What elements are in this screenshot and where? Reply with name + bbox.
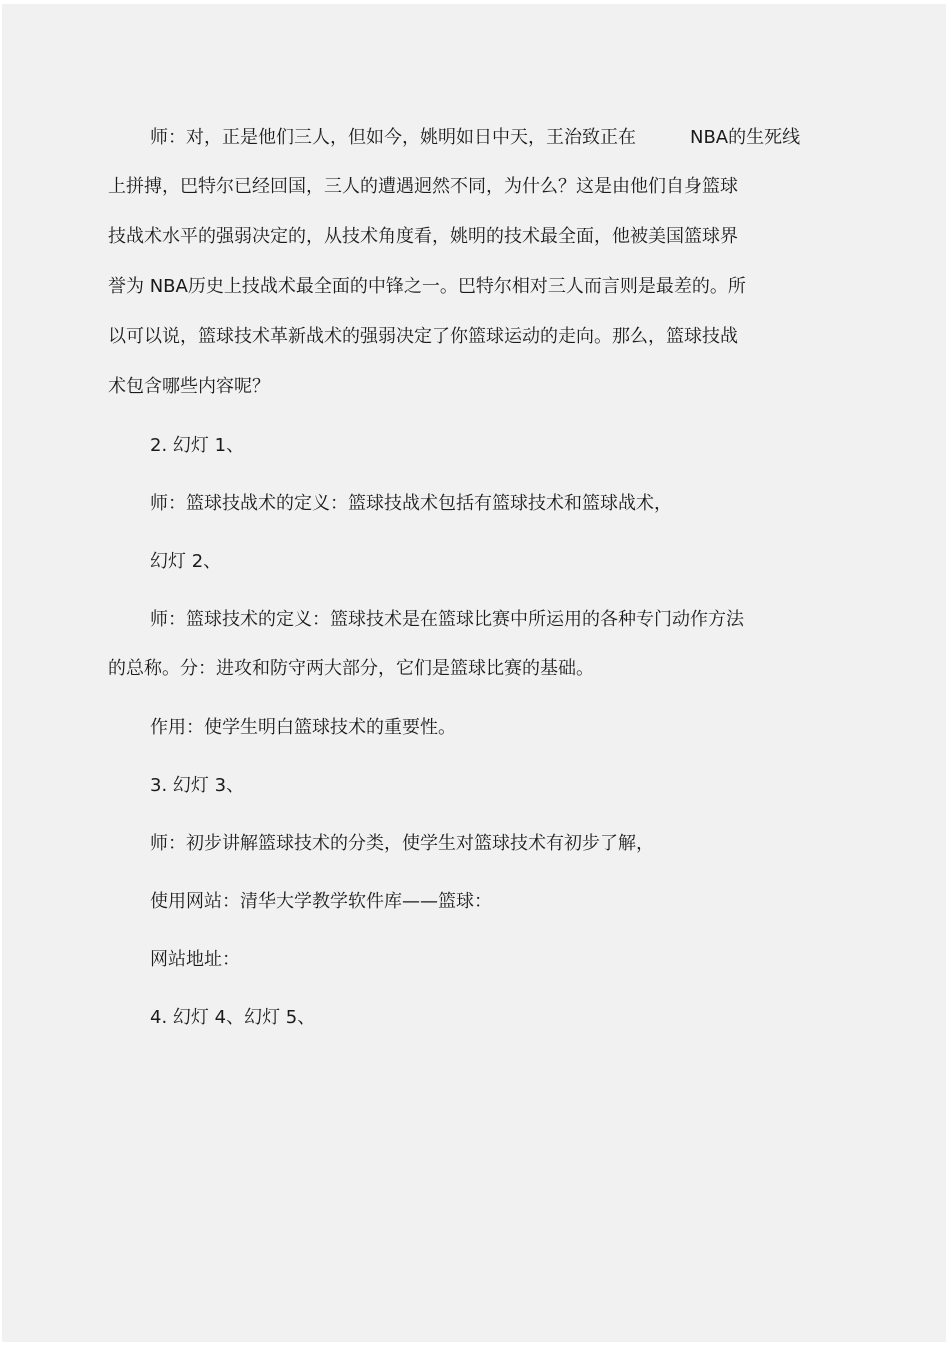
text-line: 2. 幻灯 1、 xyxy=(150,435,245,456)
text-line: 师：篮球技术的定义：篮球技术是在篮球比赛中所运用的各种专门动作方法 xyxy=(150,609,744,630)
text-line: 网站地址： xyxy=(150,949,240,970)
text-line: 师：篮球技战术的定义：篮球技战术包括有篮球技术和篮球战术， xyxy=(150,493,672,514)
text-line: 作用：使学生明白篮球技术的重要性。 xyxy=(150,717,456,738)
document-page xyxy=(2,4,946,1342)
text-line: 上拼搏，巴特尔已经回国，三人的遭遇迥然不同，为什么？这是由他们自身篮球 xyxy=(108,176,738,197)
text-line: 师：初步讲解篮球技术的分类，使学生对篮球技术有初步了解， xyxy=(150,833,654,854)
text-line: 师：对，正是他们三人，但如今，姚明如日中天，王治致正在 NBA的生死线 xyxy=(150,127,801,148)
text-line: 术包含哪些内容呢？ xyxy=(108,376,270,397)
text-line: 幻灯 2、 xyxy=(150,551,222,572)
text-line: 的总称。分：进攻和防守两大部分，它们是篮球比赛的基础。 xyxy=(108,658,594,679)
text-line: 3. 幻灯 3、 xyxy=(150,775,245,796)
text-line: 技战术水平的强弱决定的，从技术角度看，姚明的技术最全面，他被美国篮球界 xyxy=(108,226,738,247)
text-line: 4. 幻灯 4、幻灯 5、 xyxy=(150,1007,316,1028)
text-line: 使用网站：清华大学教学软件库——篮球： xyxy=(150,891,492,912)
text-line: 誉为 NBA历史上技战术最全面的中锋之一。巴特尔相对三人而言则是最差的。所 xyxy=(108,276,746,297)
text-line: 以可以说，篮球技术革新战术的强弱决定了你篮球运动的走向。那么，篮球技战 xyxy=(108,326,738,347)
